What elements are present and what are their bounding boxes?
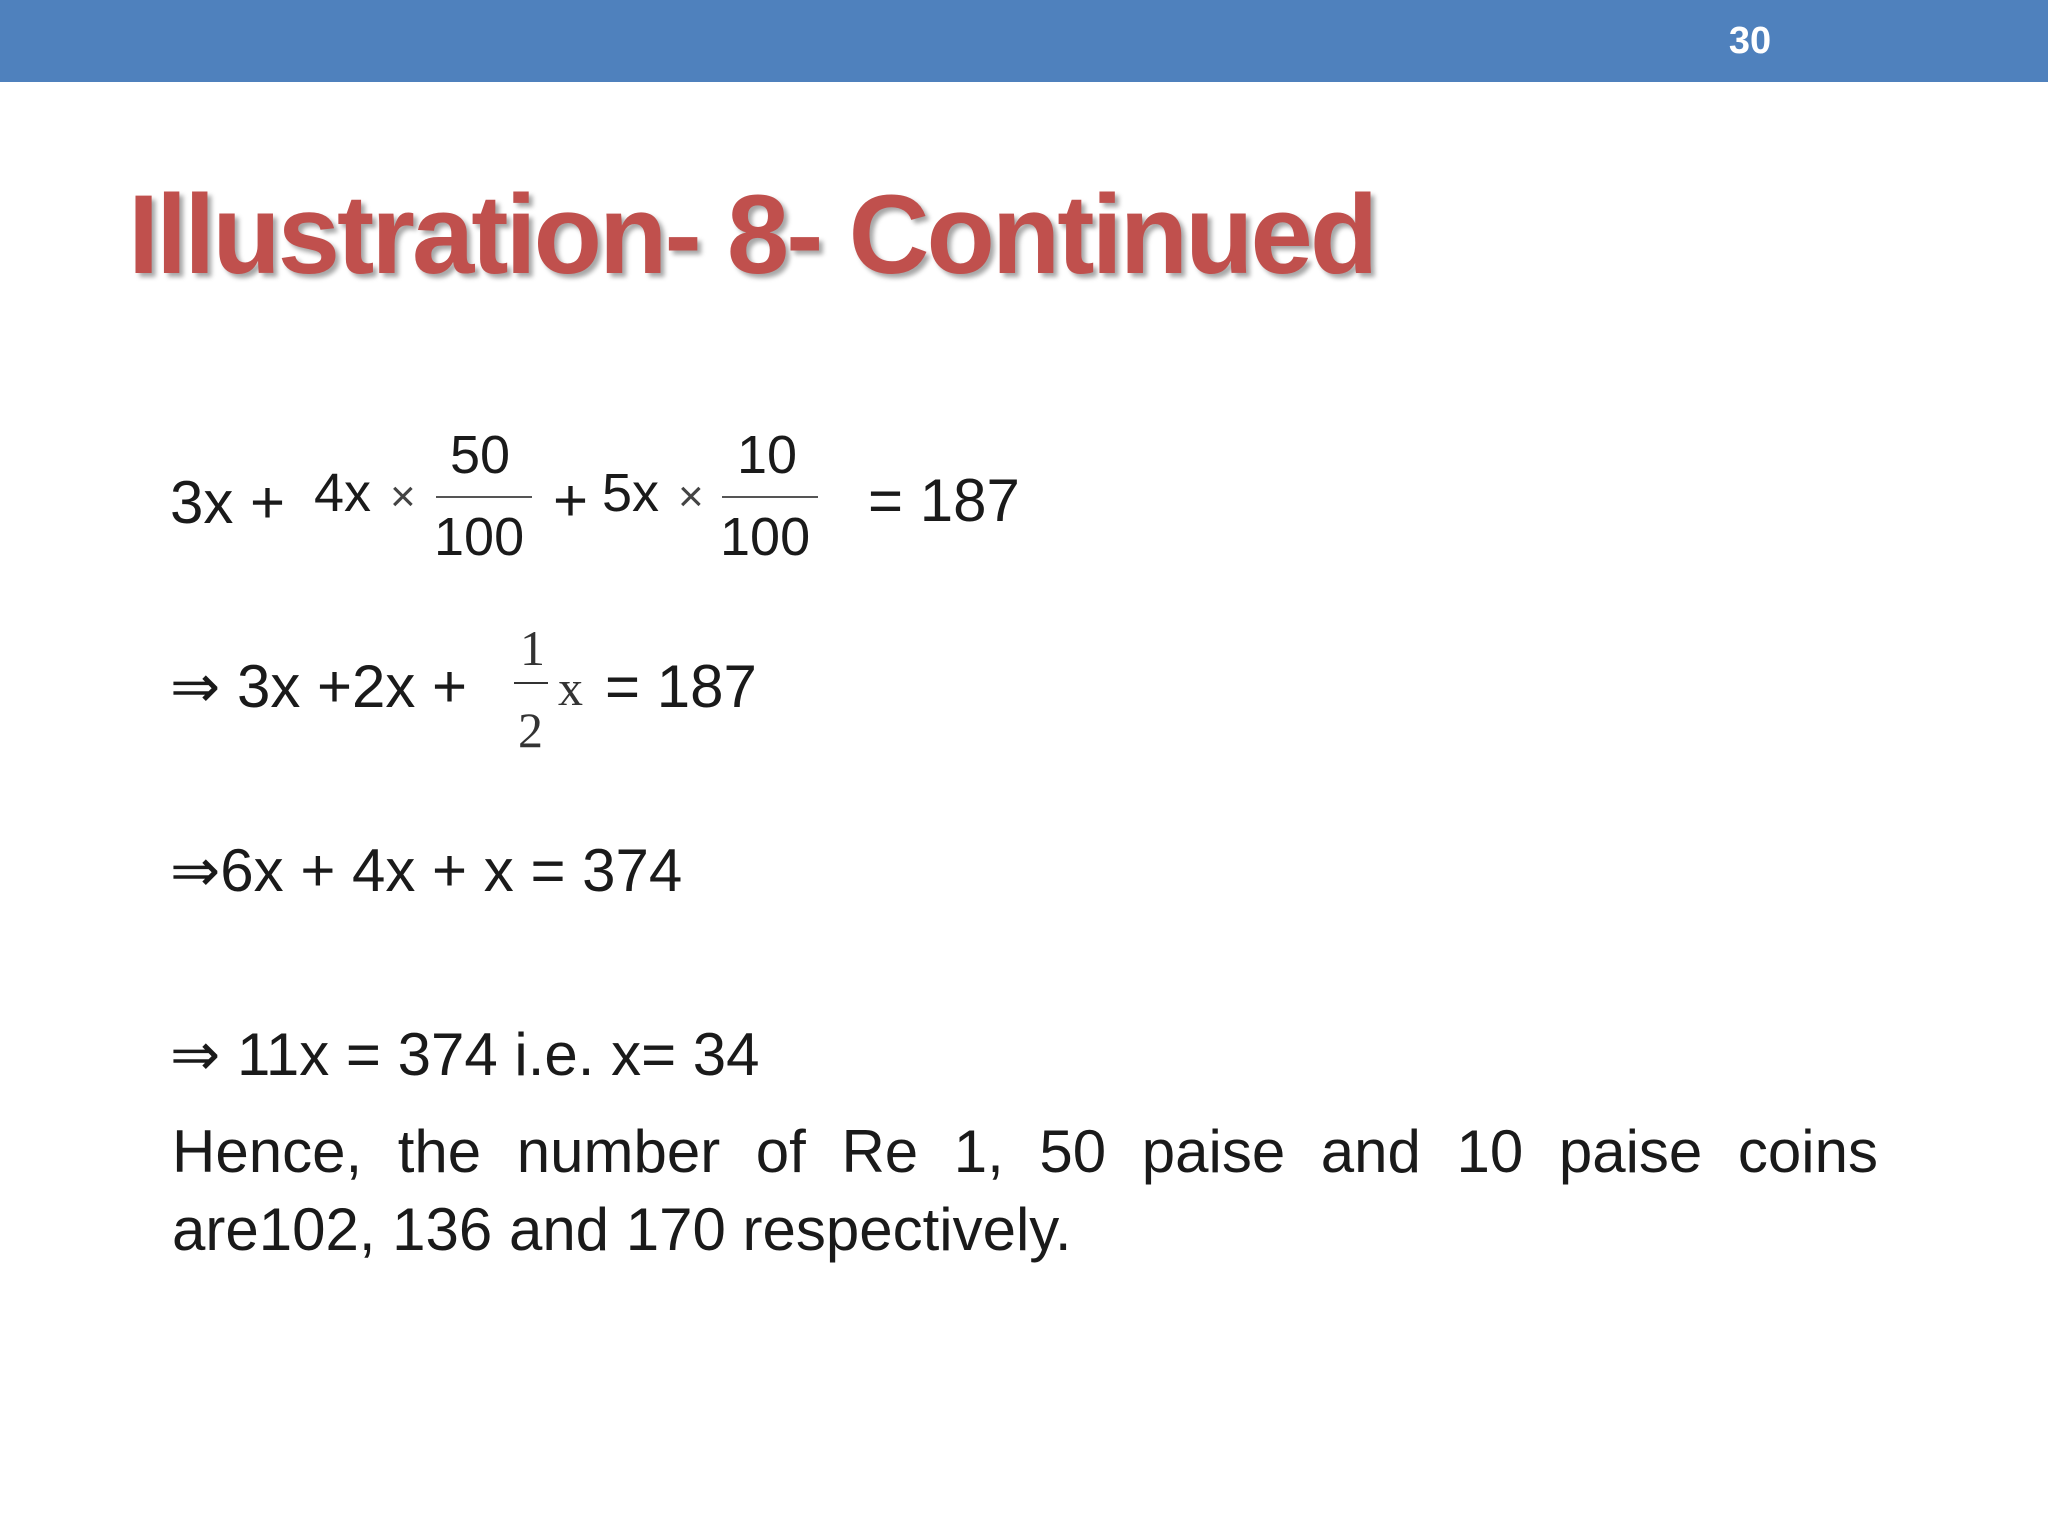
- conclusion-paragraph: [172, 1113, 1878, 1269]
- eq2-lhs: ⇒ 3x +2x +: [170, 653, 468, 720]
- eq1-times-2: ×: [678, 472, 704, 521]
- eq1-frac1-denominator: 100: [434, 507, 525, 567]
- header-bar: [0, 0, 2048, 82]
- eq1-frac2-bar: [722, 496, 818, 498]
- eq1-plus: +: [553, 467, 589, 534]
- eq2-rhs: = 187: [605, 653, 757, 720]
- eq1-frac2-denominator: 100: [720, 507, 811, 567]
- eq1-term-3x: 3x +: [170, 469, 286, 536]
- eq1-term-4x: 4x: [314, 463, 372, 523]
- eq2-variable-x: x: [558, 660, 583, 716]
- eq1-times-1: ×: [390, 472, 416, 521]
- equation-3: ⇒6x + 4x + x = 374: [170, 837, 683, 904]
- conclusion-line-2: are102, 136 and 170 respectively.: [172, 1196, 1072, 1263]
- eq1-rhs: = 187: [868, 467, 1020, 534]
- eq2-frac-denominator: 2: [518, 702, 543, 758]
- eq1-frac1-numerator: 50: [450, 425, 511, 485]
- conclusion-line-1: Hence, the number of Re 1, 50 paise and 10 paise coins: [172, 1118, 1878, 1185]
- eq1-term-5x: 5x: [602, 463, 660, 523]
- eq2-frac-numerator: 1: [520, 620, 545, 676]
- eq1-frac1-bar: [436, 496, 532, 498]
- slide-title: Illustration- 8- Continued: [128, 172, 1376, 297]
- equation-4: ⇒ 11x = 374 i.e. x= 34: [170, 1021, 760, 1088]
- eq2-frac-bar: [514, 682, 548, 684]
- eq1-frac2-numerator: 10: [737, 425, 798, 485]
- slide-number: 30: [1728, 20, 1772, 62]
